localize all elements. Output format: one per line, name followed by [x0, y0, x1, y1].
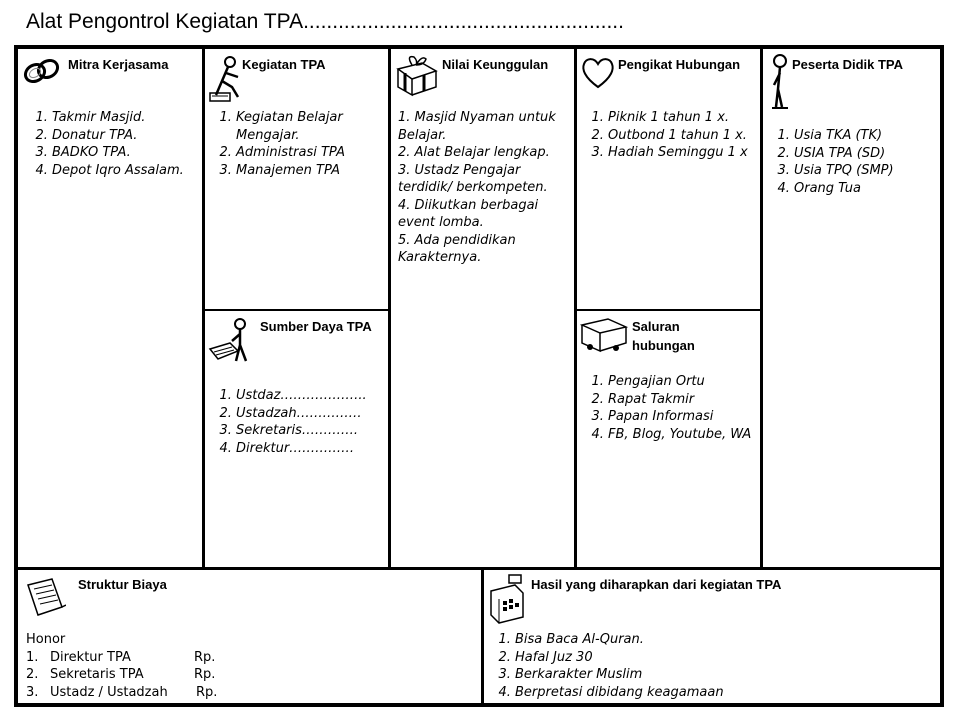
cost-intro: Honor — [26, 632, 66, 647]
list-item: 3. Papan Informasi — [608, 408, 760, 426]
list-item: 4. FB, Blog, Youtube, WA — [608, 426, 760, 444]
divider — [481, 568, 484, 704]
list-item: 1. Takmir Masjid. — [52, 109, 200, 127]
list-item: 2. Rapat Takmir — [608, 391, 760, 409]
block-header: Kegiatan TPA — [242, 57, 326, 72]
list-item: 2. Ustadzah…………… — [236, 405, 386, 423]
document-icon — [22, 575, 66, 619]
heart-icon — [580, 55, 616, 89]
cost-label: Direktur TPA — [50, 649, 131, 665]
list-item: 3. Hadiah Seminggu 1 x — [608, 144, 760, 162]
block-pengikat-hubungan — [575, 48, 761, 310]
divider — [17, 567, 941, 570]
list-item: 3. Sekretaris…………. — [236, 422, 386, 440]
block-header: Peserta Didik TPA — [792, 57, 904, 72]
list-item: 2. Administrasi TPA — [236, 144, 386, 162]
block-header: Mitra Kerjasama — [68, 57, 169, 72]
cash-register-icon — [487, 573, 527, 625]
list-item: 1. Ustdaz……………….. — [236, 387, 386, 405]
list-item: 2. Donatur TPA. — [52, 127, 200, 145]
standing-person-icon — [768, 53, 794, 111]
list-item: 2. Alat Belajar lengkap. — [398, 145, 550, 160]
cost-value: Rp. — [196, 684, 218, 700]
divider — [202, 48, 205, 568]
list-item: 3. Ustadz Pengajar terdidik/ berkompeten. — [398, 162, 548, 195]
block-hasil-diharapkan — [482, 568, 941, 704]
divider — [388, 48, 391, 568]
truck-icon — [580, 315, 628, 355]
divider — [760, 48, 763, 568]
block-mitra-kerjasama — [17, 48, 203, 568]
list-item: 3. Manajemen TPA — [236, 162, 386, 180]
block-header — [632, 317, 695, 355]
business-model-canvas — [14, 45, 944, 707]
cost-value: Rp. — [194, 649, 216, 665]
cost-label: Sekretaris TPA — [50, 667, 144, 682]
block-kegiatan-tpa — [203, 48, 389, 310]
list-item: 1. Usia TKA (TK) — [794, 127, 938, 145]
block-header-line: hubungan — [632, 338, 695, 353]
list-item: 1. Bisa Baca Al-Quran. — [515, 631, 931, 649]
list-item: 4. Depot Iqro Assalam. — [52, 162, 200, 180]
list-item: 1. Pengajian Ortu — [608, 373, 760, 391]
divider — [574, 48, 577, 568]
list-item: 1. Kegiatan Belajar Mengajar. — [236, 109, 386, 144]
block-header: Hasil yang diharapkan dari kegiatan TPA — [531, 577, 782, 592]
block-peserta-didik-tpa — [761, 48, 941, 568]
list-item: 4. Diikutkan berbagai event lomba. — [398, 197, 539, 230]
list-item: 3. Berkarakter Muslim — [515, 666, 931, 684]
block-struktur-biaya: Struktur Biaya Honor 1. Direktur TPA Rp. 2. Sekretaris TPA Rp. 3. Ustadz / Ustadzah Rp. — [17, 568, 482, 704]
block-header: Sumber Daya TPA — [260, 319, 372, 334]
list-item: 5. Ada pendidikan Karakternya. — [398, 232, 516, 265]
cost-value: Rp. — [194, 667, 216, 682]
list-item: 3. BADKO TPA. — [52, 144, 200, 162]
chain-link-icon — [22, 55, 62, 89]
list-item: 4. Orang Tua — [794, 180, 938, 198]
person-with-machine-icon — [208, 317, 256, 365]
list-item: 4. Direktur…………… — [236, 440, 386, 458]
cost-label: Ustadz / Ustadzah — [50, 684, 168, 700]
block-header-line: Saluran — [632, 319, 680, 334]
list-item: 2. Hafal Juz 30 — [515, 649, 931, 667]
block-sumber-daya-tpa — [203, 310, 389, 568]
list-item: 1. Masjid Nyaman untuk Belajar. — [398, 110, 556, 143]
list-item: 4. Berpretasi dibidang keagamaan — [515, 684, 931, 702]
block-nilai-keunggulan — [389, 48, 575, 568]
list-item: 1. Piknik 1 tahun 1 x. — [608, 109, 760, 127]
list-item: 2. Outbond 1 tahun 1 x. — [608, 127, 760, 145]
block-header: Struktur Biaya — [78, 577, 167, 592]
block-header: Pengikat Hubungan — [618, 57, 741, 72]
block-header: Nilai Keunggulan — [442, 57, 549, 72]
list-item: 2. USIA TPA (SD) — [794, 145, 938, 163]
gift-box-icon — [394, 53, 440, 97]
block-saluran-hubungan — [575, 310, 761, 568]
page-title: Alat Pengontrol Kegiatan TPA....................................................... — [26, 10, 624, 33]
list-item: 3. Usia TPQ (SMP) — [794, 162, 938, 180]
